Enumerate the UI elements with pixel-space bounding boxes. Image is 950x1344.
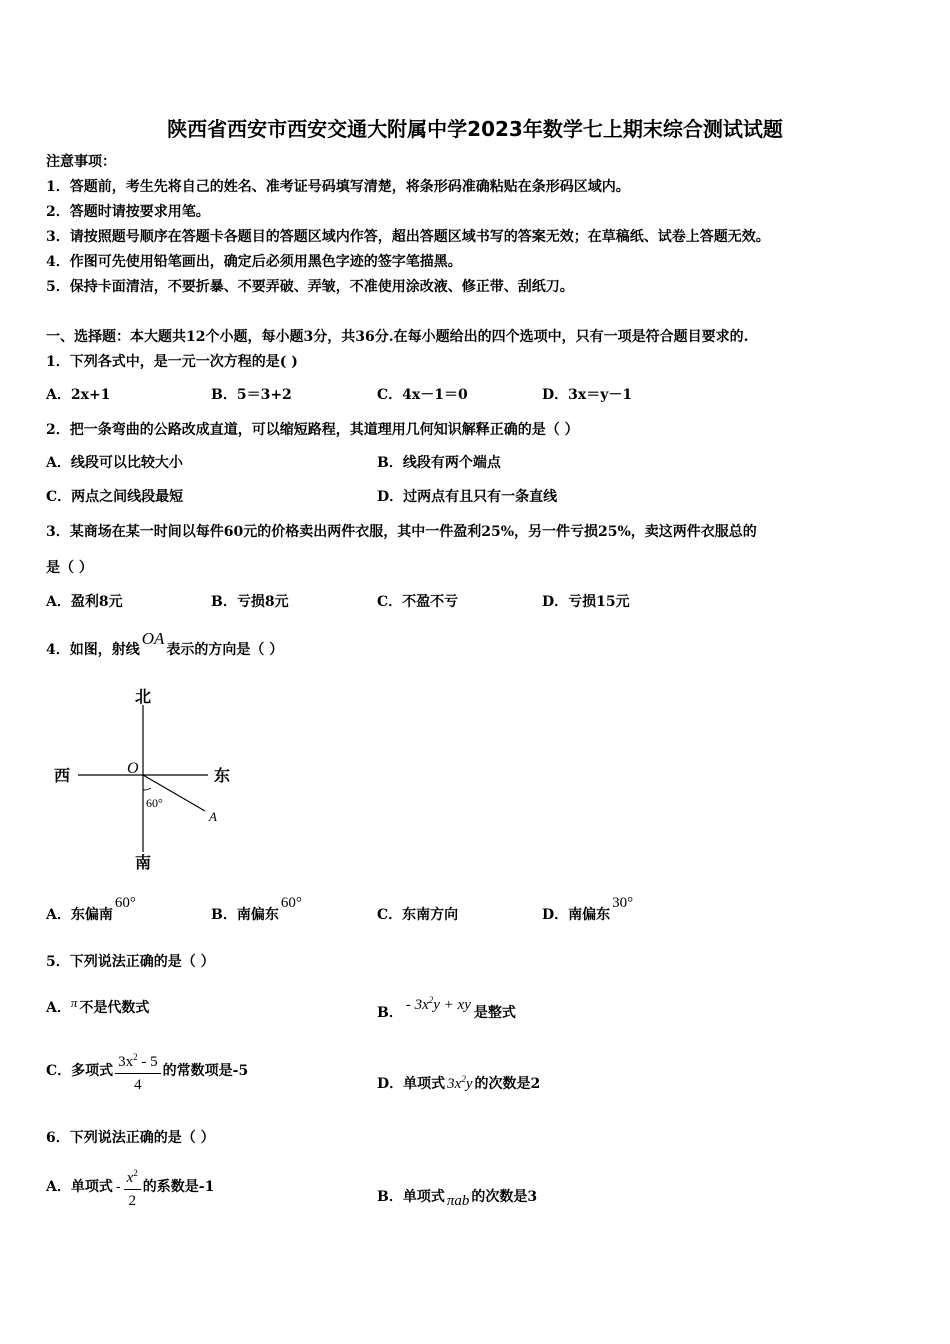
notes-heading: 注意事项： [46, 154, 116, 170]
angle-arc [143, 788, 151, 790]
q1-option-b: B．5＝3+2 [211, 387, 292, 403]
q6-option-a: A．单项式 - $\frac{x^2}{2}$ 的系数是-1 [46, 1164, 214, 1210]
q5-option-b: B． - $3x^2y$ + xy 是整式 [377, 995, 516, 1021]
q5-option-c: C．多项式 $\frac{3x^2 - 5}{4}$ 的常数项是-5 [46, 1048, 248, 1094]
q4-option-b: B．南偏东60° [211, 895, 302, 923]
north-label: 北 [134, 687, 152, 706]
angle-label: 60° [146, 796, 163, 810]
south-label: 南 [134, 853, 152, 872]
origin-label: O [127, 760, 139, 777]
q1-option-a: A．2x+1 [46, 387, 111, 403]
q2-option-a: A．线段可以比较大小 [46, 455, 183, 471]
page-title: 陕西省西安市西安交通大附属中学2023年数学七上期末综合测试试题 [167, 117, 783, 141]
q2-option-c: C．两点之间线段最短 [46, 489, 184, 505]
compass-figure [50, 680, 250, 875]
question-3-stem: 3．某商场在某一时间以每件60元的价格卖出两件衣服，其中一件盈利25%，另一件亏损25%，卖这两件衣服总的 [46, 524, 757, 540]
note-item: 3．请按照题号顺序在答题卡各题目的答题区域内作答，超出答题区域书写的答案无效；在草稿纸、试卷上答题无效。 [46, 229, 770, 245]
west-label: 西 [54, 766, 71, 785]
q3-option-b: B．亏损8元 [211, 594, 289, 610]
question-1-stem: 1．下列各式中，是一元一次方程的是( ) [46, 354, 298, 370]
note-item: 5．保持卡面清洁，不要折暴、不要弄破、弄皱，不准使用涂改液、修正带、刮纸刀。 [46, 279, 574, 295]
q3-option-d: D．亏损15元 [542, 594, 630, 610]
note-item: 2．答题时请按要求用笔。 [46, 204, 210, 220]
ray-oa-symbol: OA [141, 629, 165, 648]
question-5-stem: 5．下列说法正确的是（ ） [46, 954, 215, 970]
q2-option-b: B．线段有两个端点 [377, 455, 501, 471]
q4-option-c: C．东南方向 [377, 907, 459, 923]
q2-option-d: D．过两点有且只有一条直线 [377, 489, 558, 505]
q1-option-d: D．3x＝y－1 [542, 387, 633, 403]
question-4-stem: 4．如图，射线OA表示的方向是（ ） [46, 629, 284, 658]
q3-option-c: C．不盈不亏 [377, 594, 459, 610]
q5-option-a: A．π 不是代数式 [46, 995, 150, 1016]
q4-option-d: D．南偏东30° [542, 895, 634, 923]
question-2-stem: 2．把一条弯曲的公路改成直道，可以缩短路程，其道理用几何知识解释正确的是（ ） [46, 422, 579, 438]
question-6-stem: 6．下列说法正确的是（ ） [46, 1130, 215, 1146]
q5-option-d: D．单项式 $3x^2y$ 的次数是2 [377, 1074, 541, 1092]
q3-option-a: A．盈利8元 [46, 594, 123, 610]
q6-option-b: B．单项式 πab 的次数是3 [377, 1189, 538, 1209]
point-a-label: A [209, 809, 217, 824]
section-heading: 一、选择题：本大题共12个小题，每小题3分，共36分.在每小题给出的四个选项中，只有一项是符合题目要求的. [46, 329, 749, 345]
fraction: $\frac{x^2}{2}$ [124, 1164, 141, 1210]
fraction: $\frac{3x^2 - 5}{4}$ [115, 1048, 161, 1094]
east-label: 东 [214, 766, 231, 785]
note-item: 4．作图可先使用铅笔画出，确定后必须用黑色字迹的签字笔描黑。 [46, 254, 462, 270]
note-item: 1．答题前，考生先将自己的姓名、准考证号码填写清楚，将条形码准确粘贴在条形码区域内。 [46, 179, 630, 195]
question-3-stem-cont: 是（ ） [46, 560, 93, 576]
q1-option-c: C．4x－1＝0 [377, 387, 468, 403]
q4-option-a: A．东偏南60° [46, 895, 136, 923]
